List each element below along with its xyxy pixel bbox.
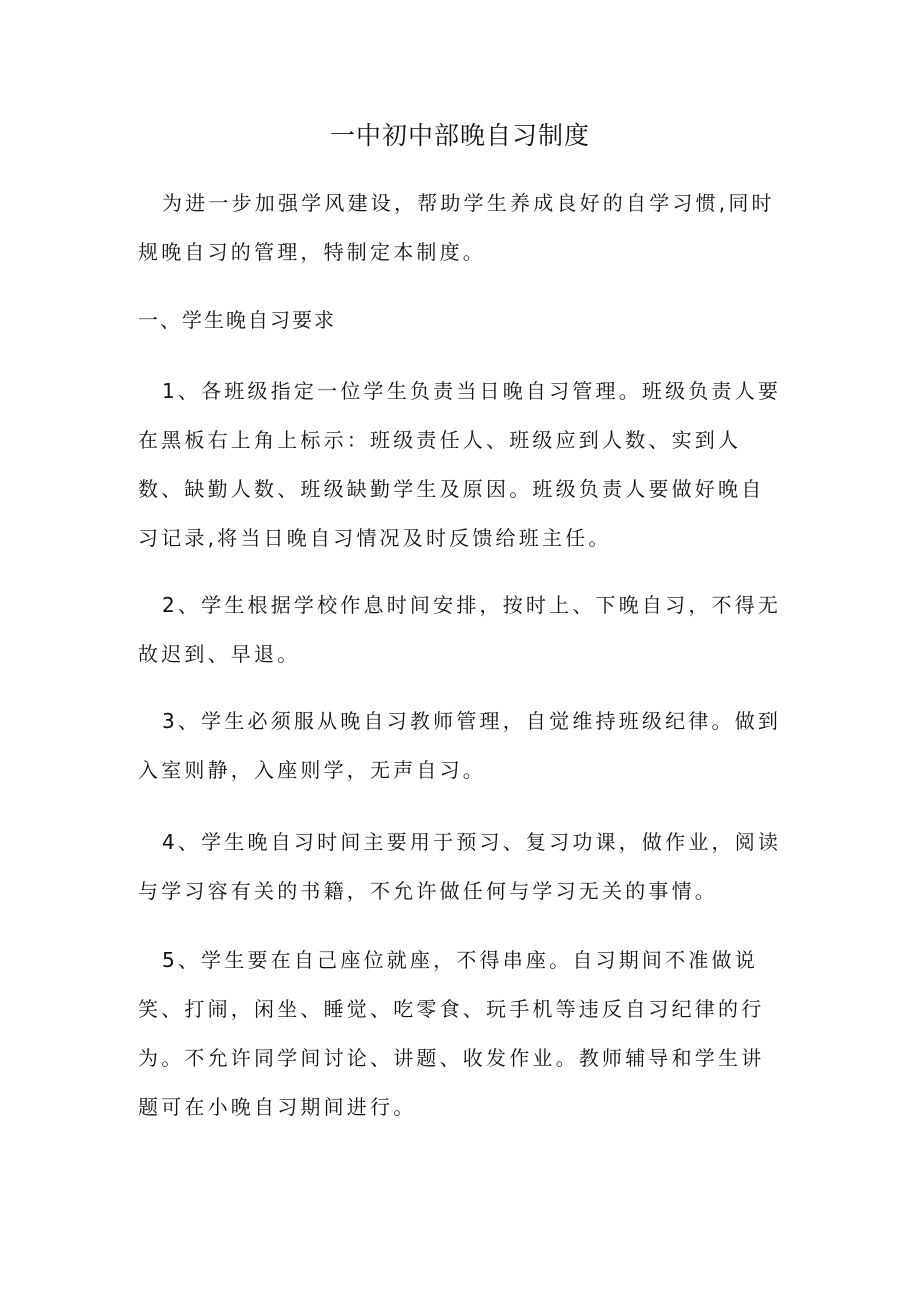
rule-paragraph-1: 1、各班级指定一位学生负责当日晚自习管理。班级负责人要在黑板右上角上标示：班级责任人、班级应到人数、实到人数、缺勤人数、班级缺勤学生及原因。班级负责人要做好晚自习记录,将当日晚自习情况及时反馈给班主任。 — [138, 379, 782, 550]
rule-paragraph-2: 2、学生根据学校作息时间安排，按时上、下晚自习，不得无故迟到、早退。 — [138, 593, 782, 666]
rule-paragraph-5: 5、学生要在自己座位就座，不得串座。自习期间不准做说笑、打闹，闲坐、睡觉、吃零食、玩手机等违反自习纪律的行为。不允许同学间讨论、讲题、收发作业。教师辅导和学生讲题可在小晚自习期间进行。 — [138, 948, 765, 1119]
rule-paragraph-3: 3、学生必须服从晚自习教师管理，自觉维持班级纪律。做到入室则静，入座则学，无声自习。 — [138, 709, 782, 782]
document-title: 一中初中部晚自习制度 — [329, 121, 590, 150]
intro-paragraph: 为进一步加强学风建设，帮助学生养成良好的自学习惯,同时规晚自习的管理，特制定本制度。 — [138, 191, 775, 264]
section-heading: 一、学生晚自习要求 — [138, 308, 336, 332]
rule-paragraph-4: 4、学生晚自习时间主要用于预习、复习功课，做作业，阅读与学习容有关的书籍，不允许做任何与学习无关的事情。 — [138, 830, 782, 903]
